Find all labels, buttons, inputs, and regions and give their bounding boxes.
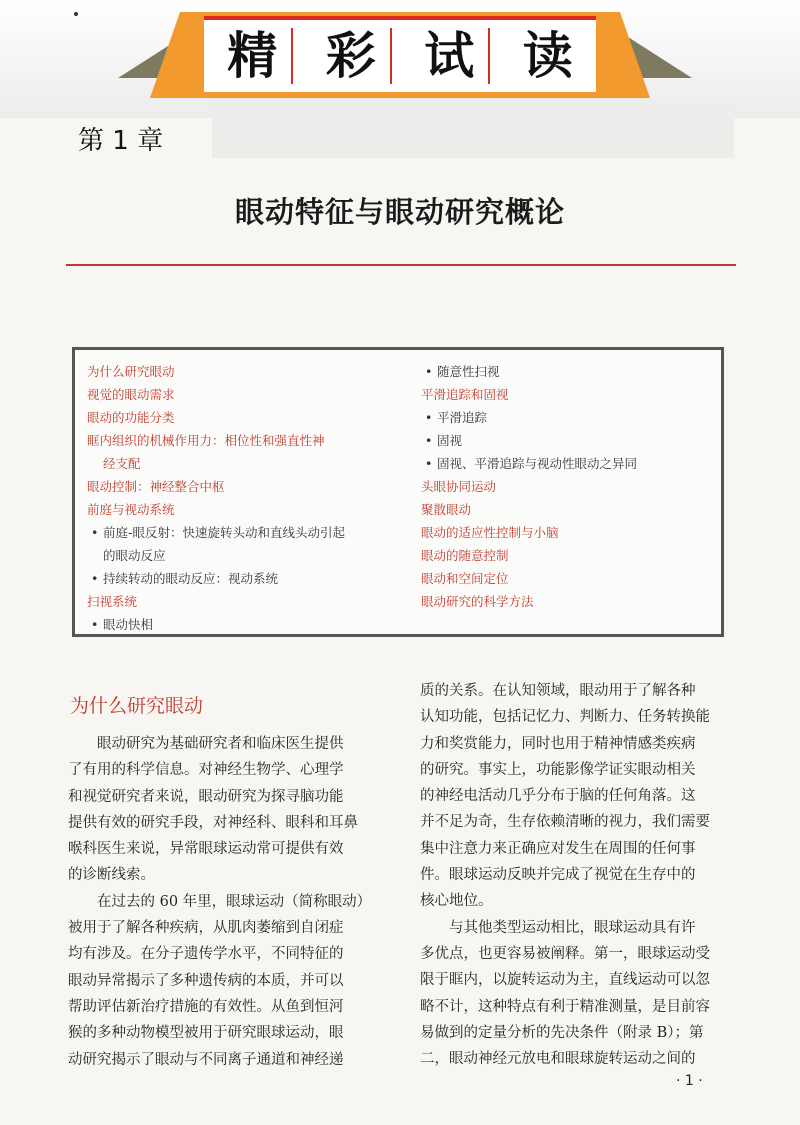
toc-entry: 前庭与视动系统	[87, 502, 175, 517]
chapter-contents-box	[72, 347, 724, 637]
toc-subentry-text: 眼动快相	[103, 617, 154, 632]
text-line: 喉科医生来说，异常眼球运动常可提供有效	[68, 841, 344, 858]
toc-entry: 眼动的随意控制	[421, 548, 509, 563]
text-line: 件。眼球运动反映并完成了视觉在生存中的	[420, 867, 696, 884]
section-title: 为什么研究眼动	[70, 695, 204, 717]
toc-subentry-text: 持续转动的眼动反应：视动系统	[103, 571, 279, 586]
text-line: 和视觉研究者来说，眼动研究为探寻脑功能	[68, 788, 344, 805]
text-line: 限于眶内，以旋转运动为主，直线运动可以忽	[420, 972, 710, 989]
toc-entry: 聚散眼动	[421, 502, 472, 517]
banner-char: 精	[213, 28, 293, 84]
toc-entry: 眼动控制：神经整合中枢	[87, 479, 225, 494]
text-line: 与其他类型运动相比，眼球运动具有许	[420, 919, 696, 936]
text-line: 核心地位。	[420, 893, 493, 910]
toc-subentry-text: 的眼动反应	[103, 548, 166, 563]
text-line: 质的关系。在认知领域，眼动用于了解各种	[420, 683, 696, 699]
toc-subentry-text: 前庭-眼反射：快速旋转头动和直线头动引起	[103, 525, 346, 540]
toc-subentry	[421, 429, 721, 452]
text-line: 在过去的 60 年里，眼球运动（简称眼动）	[68, 893, 372, 910]
text-line: 眼动异常揭示了多种遗传病的本质，并可以	[68, 972, 344, 989]
page-number: · 1 ·	[676, 1073, 703, 1089]
toc-entry: 眶内组织的机械作用力：相位性和强直性神	[87, 433, 325, 448]
header-banner	[0, 0, 800, 110]
banner-char: 试	[410, 28, 490, 84]
toc-entry: 头眼协同运动	[421, 479, 497, 494]
bullet-icon: •	[425, 456, 433, 471]
bullet-icon: •	[91, 571, 99, 586]
chapter-shade	[212, 98, 734, 158]
contents-left-column	[87, 360, 409, 636]
text-line: 帮助评估新治疗措施的有效性。从鱼到恒河	[68, 998, 344, 1015]
body-right-column	[420, 678, 740, 1072]
text-line: 认知功能，包括记忆力、判断力、任务转换能	[420, 709, 710, 726]
text-line: 的诊断线索。	[68, 867, 155, 884]
bullet-icon: •	[425, 364, 433, 379]
text-line: 猴的多种动物模型被用于研究眼球运动，眼	[68, 1025, 344, 1042]
contents-right-column	[421, 360, 721, 613]
toc-subentry	[87, 521, 409, 544]
banner-title	[204, 16, 596, 92]
toc-entry: 扫视系统	[87, 594, 138, 609]
text-line: 多优点，也更容易被阐释。第一，眼球运动受	[420, 945, 710, 962]
bullet-icon: •	[425, 433, 433, 448]
toc-entry: 经支配	[103, 456, 141, 471]
toc-entry: 眼动的适应性控制与小脑	[421, 525, 559, 540]
text-line: 易做到的定量分析的先决条件（附录 B）；第	[420, 1024, 704, 1041]
chapter-divider	[66, 264, 736, 266]
text-line: 集中注意力来正确应对发生在周围的任何事	[420, 840, 696, 857]
toc-subentry	[87, 567, 409, 590]
toc-subentry-text: 固视、平滑追踪与视动性眼动之异同	[437, 456, 638, 471]
toc-subentry-text: 平滑追踪	[437, 410, 488, 425]
toc-entry: 平滑追踪和固视	[421, 387, 509, 402]
bullet-icon: •	[91, 617, 99, 632]
text-line: 二，眼动神经元放电和眼球旋转运动之间的	[420, 1051, 696, 1068]
text-line: 力和奖赏能力，同时也用于精神情感类疾病	[420, 735, 696, 752]
banner-char: 彩	[312, 28, 392, 84]
toc-subentry	[421, 452, 721, 475]
text-line: 的神经电活动几乎分布于脑的任何角落。这	[420, 788, 696, 805]
toc-entry: 眼动研究的科学方法	[421, 594, 534, 609]
speck	[74, 12, 78, 16]
bullet-icon: •	[91, 525, 99, 540]
toc-subentry-text: 随意性扫视	[437, 364, 500, 379]
toc-entry: 视觉的眼动需求	[87, 387, 175, 402]
chapter-label: 第 1 章	[78, 126, 164, 156]
toc-entry: 眼动和空间定位	[421, 571, 509, 586]
text-line: 略不计，这种特点有利于精准测量，是目前容	[420, 998, 710, 1015]
toc-entry: 为什么研究眼动	[87, 364, 175, 379]
toc-subentry-text: 固视	[437, 433, 463, 448]
text-line: 眼动研究为基础研究者和临床医生提供	[68, 736, 344, 752]
toc-entry: 眼动的功能分类	[87, 410, 175, 425]
toc-subentry	[87, 544, 409, 567]
toc-subentry	[87, 613, 409, 636]
text-line: 动研究揭示了眼动与不同离子通道和神经递	[68, 1051, 344, 1068]
text-line: 被用于了解各种疾病，从肌肉萎缩到自闭症	[68, 920, 344, 937]
text-line: 均有涉及。在分子遗传学水平，不同特征的	[68, 946, 344, 963]
text-line: 了有用的科学信息。对神经生物学、心理学	[68, 762, 344, 779]
chapter-title: 眼动特征与眼动研究概论	[234, 195, 565, 229]
text-line: 并不足为奇，生存依赖清晰的视力，我们需要	[420, 814, 710, 831]
text-line: 的研究。事实上，功能影像学证实眼动相关	[420, 761, 696, 778]
text-line: 提供有效的研究手段，对神经科、眼科和耳鼻	[68, 814, 358, 831]
toc-subentry	[421, 360, 721, 383]
banner-char: 读	[522, 27, 573, 85]
toc-subentry	[421, 406, 721, 429]
bullet-icon: •	[425, 410, 433, 425]
body-left-column	[68, 731, 388, 1073]
